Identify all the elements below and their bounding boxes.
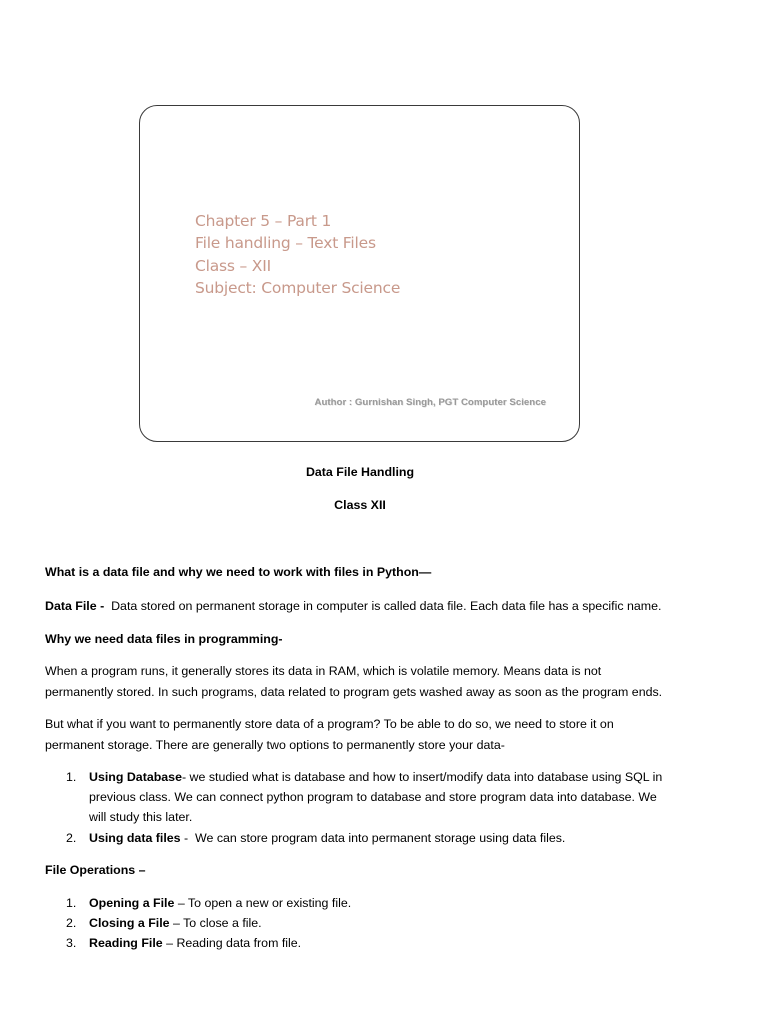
document-title: Data File Handling xyxy=(305,465,415,479)
subject-title: Subject: Computer Science xyxy=(195,278,401,297)
operation-label: Opening a File xyxy=(89,896,175,910)
operation-text: – To close a file. xyxy=(169,916,262,931)
list-number: 3. xyxy=(66,936,77,951)
list-item xyxy=(66,828,662,848)
data-file-definition xyxy=(45,596,661,617)
operation-label: Closing a File xyxy=(89,916,170,931)
list-item xyxy=(66,913,351,933)
option-label: Using Database xyxy=(89,770,182,784)
paragraph-permanent xyxy=(45,714,614,756)
storage-options-list xyxy=(66,767,662,848)
list-number: 2. xyxy=(66,830,77,845)
operation-text: – Reading data from file. xyxy=(162,936,302,951)
option-label: Using data files xyxy=(89,830,181,845)
author-credit: Author : Gurnishan Singh, PGT Computer Science xyxy=(314,397,546,408)
paragraph-permanent-line-1: But what if you want to permanently store data of a program? To be able to do so, we need to store it on xyxy=(45,717,614,731)
paragraph-permanent-line-2: permanent storage. There are generally two options to permanently store your data- xyxy=(45,738,505,752)
data-file-text: Data stored on permanent storage in computer is called data file. Each data file has a specific name. xyxy=(111,599,662,613)
option-text: - We can store program data into permanent storage using data files. xyxy=(180,830,566,845)
topic-title: File handling – Text Files xyxy=(195,234,376,253)
class-title: Class – XII xyxy=(195,256,271,275)
paragraph-ram-line-2: permanently stored. In such programs, data related to program gets washed away as soon as the program ends. xyxy=(45,685,663,699)
title-card-lines xyxy=(195,210,400,299)
title-card xyxy=(139,105,580,442)
file-operations-list xyxy=(66,893,351,954)
why-heading: Why we need data files in programming- xyxy=(45,632,283,646)
operation-label: Reading File xyxy=(89,936,163,951)
operation-text: – To open a new or existing file. xyxy=(174,896,352,910)
document-class: Class XII xyxy=(334,498,386,512)
list-item xyxy=(66,767,662,828)
file-operations-heading-text: File Operations – xyxy=(45,863,146,877)
file-operations-heading xyxy=(45,860,146,881)
paragraph-ram xyxy=(45,661,662,703)
list-item xyxy=(66,933,351,953)
data-file-label: Data File - xyxy=(45,599,105,613)
option-text-line-3: will study this later. xyxy=(89,810,193,825)
list-number: 2. xyxy=(66,916,77,931)
option-text: - we studied what is database and how to insert/modify data into database using SQL in xyxy=(181,770,663,784)
option-text-line-2: previous class. We can connect python program to database and store program data into database. We xyxy=(89,790,657,805)
intro-question: What is a data file and why we need to work with files in Python— xyxy=(45,565,432,579)
list-number: 1. xyxy=(66,770,77,784)
paragraph-ram-line-1: When a program runs, it generally stores its data in RAM, which is volatile memory. Means data is not xyxy=(45,664,602,678)
list-item xyxy=(66,893,351,913)
list-number: 1. xyxy=(66,896,77,910)
chapter-title: Chapter 5 – Part 1 xyxy=(195,212,332,230)
